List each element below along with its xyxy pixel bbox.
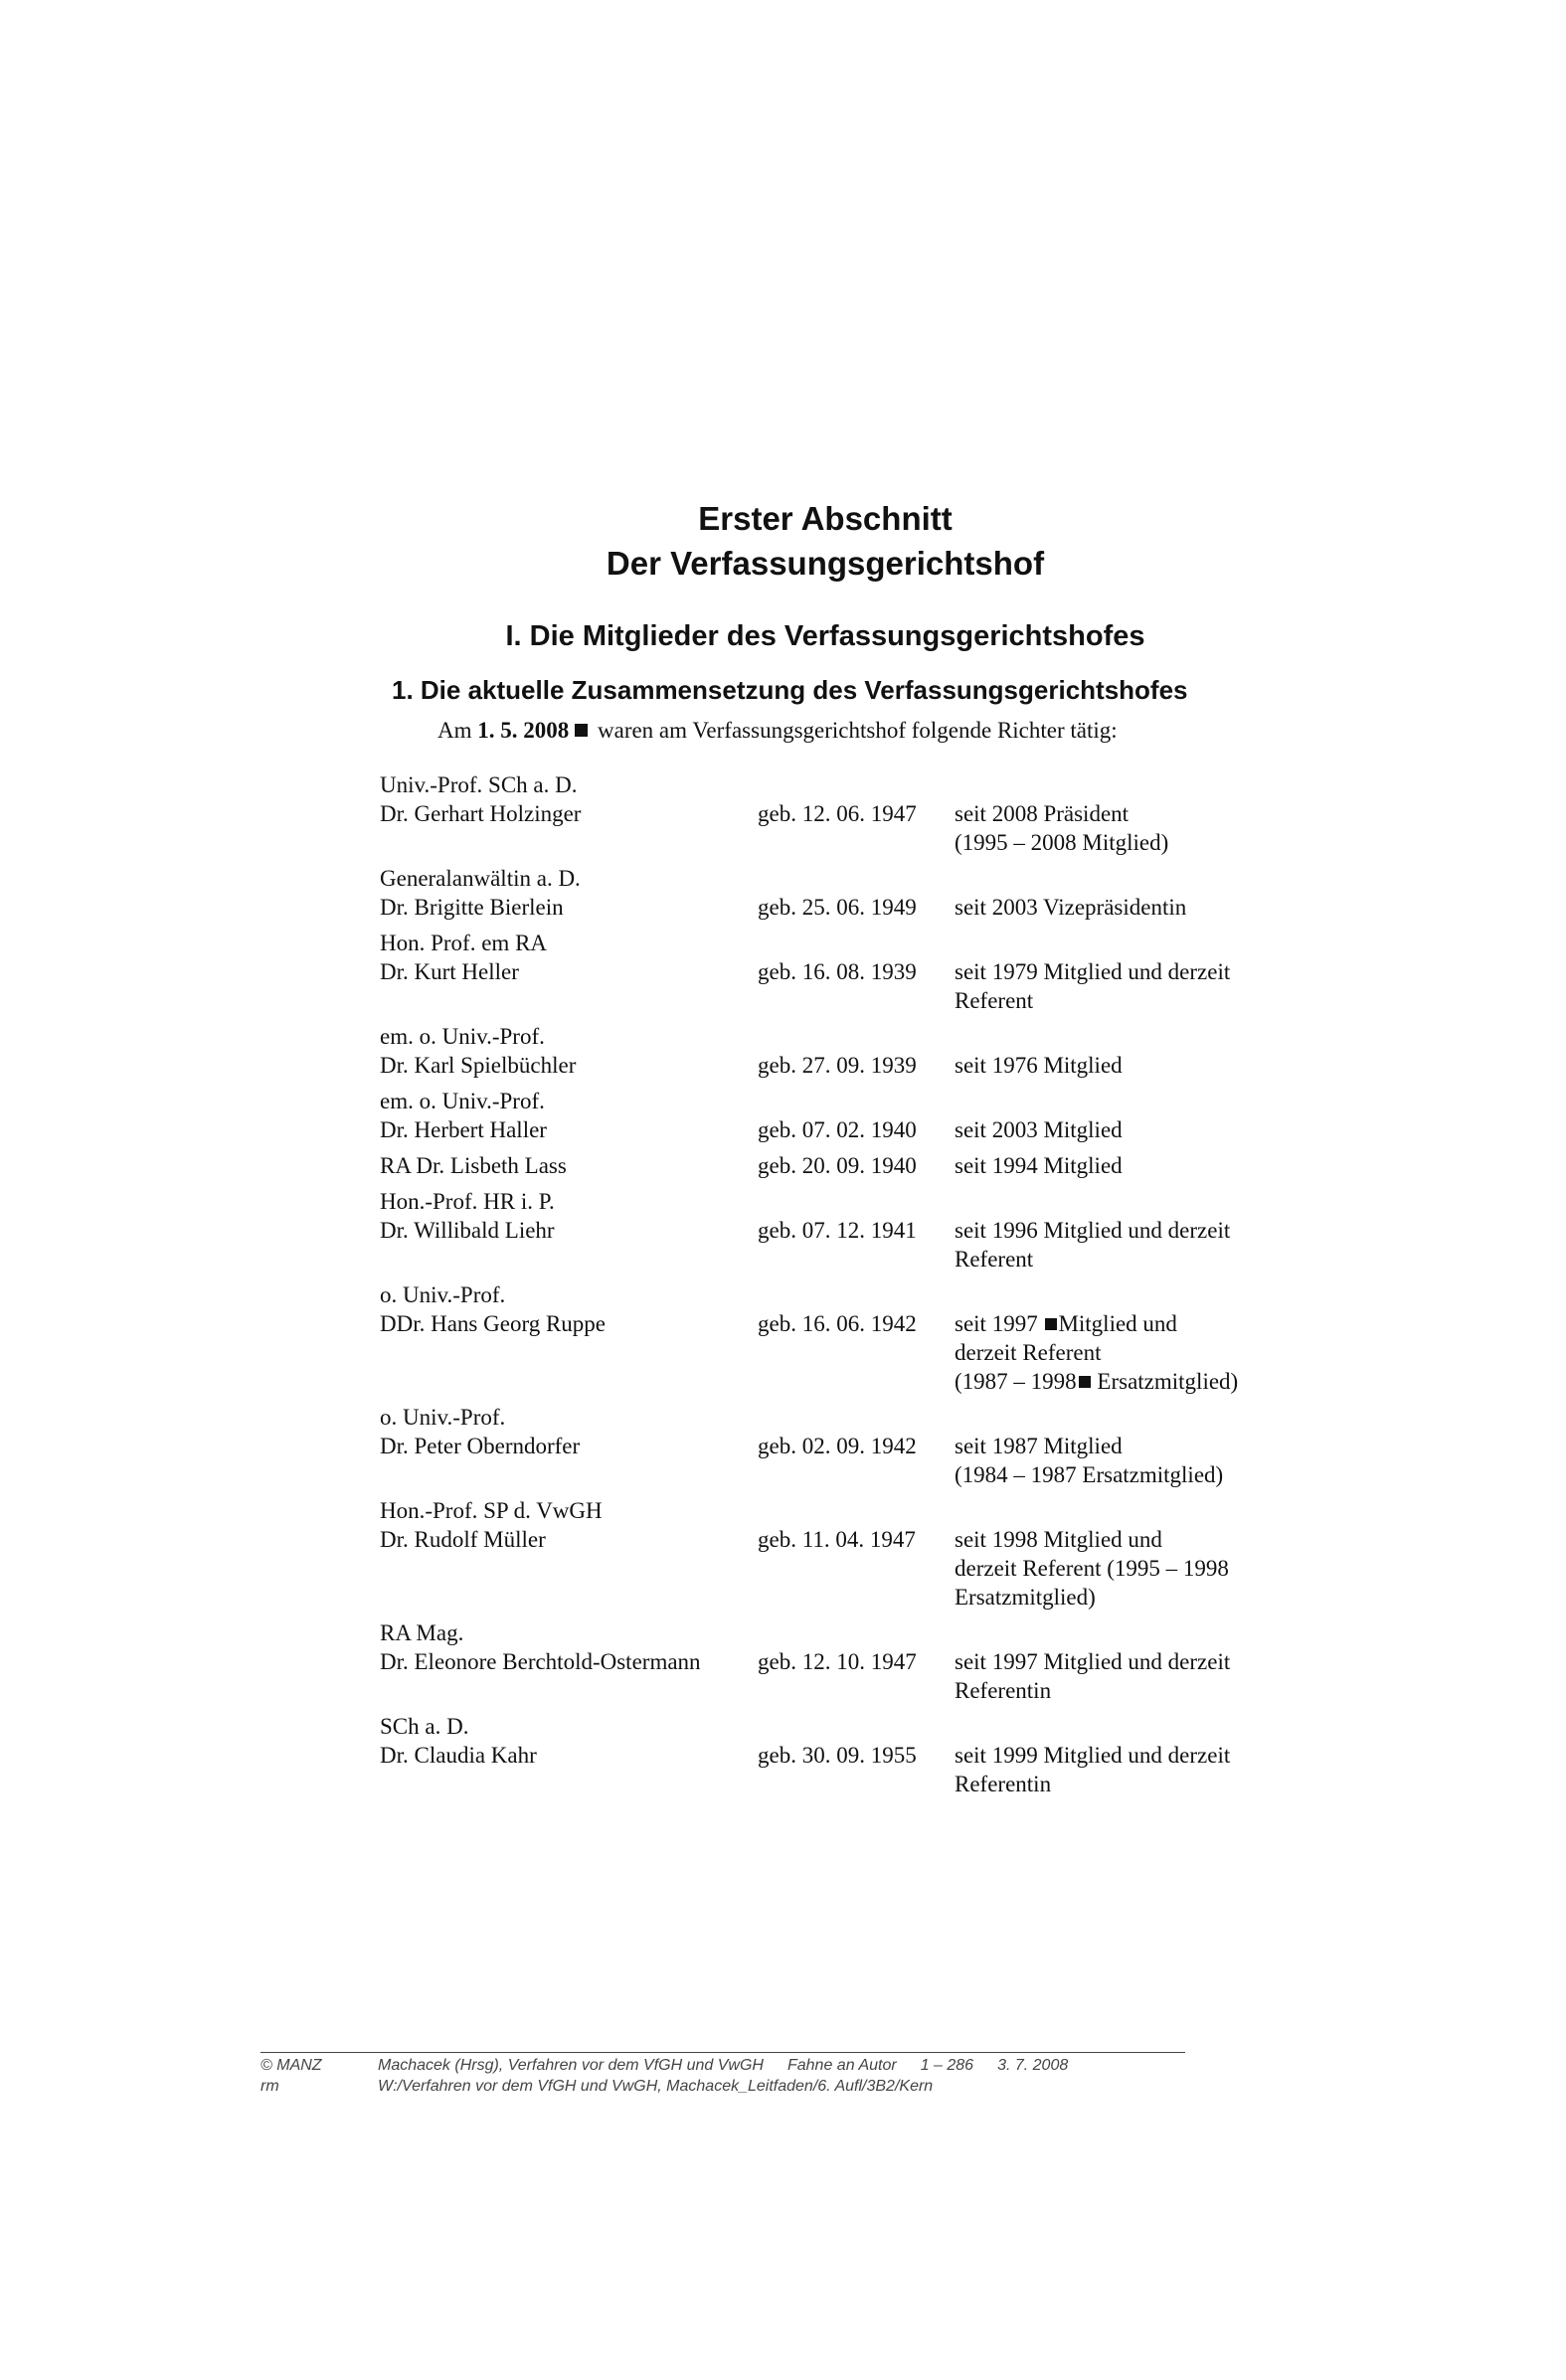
footer-book: Machacek (Hrsg), Verfahren vor dem VfGH und VwGH <box>378 2057 764 2074</box>
role-line: seit 1976 Mitglied <box>955 1053 1123 1078</box>
intro-text: waren am Verfassungsgerichtshof folgende Richter tätig: <box>598 718 1118 743</box>
judge-title: o. Univ.-Prof. <box>380 1405 506 1430</box>
judge-role <box>955 1051 1275 1080</box>
role-line: Referentin <box>955 1678 1052 1703</box>
judge-name: Dr. Herbert Haller <box>380 1117 547 1142</box>
judge-role <box>955 1525 1275 1612</box>
part-heading: Erster Abschnitt <box>698 500 953 537</box>
judge-born: geb. 07. 02. 1940 <box>758 1117 917 1142</box>
footer-date: 3. 7. 2008 <box>997 2057 1069 2074</box>
judge-born: geb. 12. 06. 1947 <box>758 801 917 826</box>
judge-name: RA Dr. Lisbeth Lass <box>380 1153 567 1178</box>
section-title: I. Die Mitglieder des Verfassungsgerichtshofes <box>505 620 1145 652</box>
judge-entry <box>380 1022 1275 1080</box>
judge-title: Hon. Prof. em RA <box>380 931 548 955</box>
judge-born: geb. 07. 12. 1941 <box>758 1218 917 1243</box>
judge-name: Dr. Peter Oberndorfer <box>380 1434 581 1458</box>
judge-born: geb. 25. 06. 1949 <box>758 895 917 920</box>
judge-born: geb. 02. 09. 1942 <box>758 1434 917 1458</box>
role-line: Referentin <box>955 1772 1052 1796</box>
footer-proof-line <box>378 2056 1092 2076</box>
judge-title: o. Univ.-Prof. <box>380 1282 506 1307</box>
judge-role <box>955 893 1275 922</box>
judge-role <box>955 1216 1275 1274</box>
role-line <box>955 1367 1275 1396</box>
role-line: derzeit Referent <box>955 1340 1102 1365</box>
square-marker-icon <box>1079 1376 1091 1388</box>
judge-born: geb. 20. 09. 1940 <box>758 1153 917 1178</box>
role-line: Referent <box>955 988 1034 1013</box>
role-line: Referent <box>955 1247 1034 1272</box>
role-line: (1995 – 2008 Mitglied) <box>955 830 1169 855</box>
role-line: Ersatzmitglied) <box>955 1585 1096 1610</box>
judge-name: Dr. Karl Spielbüchler <box>380 1053 577 1078</box>
role-line: seit 2008 Präsident <box>955 801 1130 826</box>
footer-publisher: © MANZ <box>261 2057 322 2074</box>
judge-title: Hon.-Prof. SP d. VwGH <box>380 1498 603 1523</box>
role-line: seit 1987 Mitglied <box>955 1434 1123 1458</box>
judge-entry <box>380 1712 1275 1798</box>
square-marker-icon <box>1045 1318 1057 1330</box>
role-text: Ersatzmitglied) <box>1097 1369 1239 1394</box>
judge-role <box>955 799 1275 857</box>
judge-title: SCh a. D. <box>380 1714 469 1739</box>
role-line: seit 2003 Vizepräsidentin <box>955 895 1187 920</box>
judge-name: Dr. Claudia Kahr <box>380 1743 537 1768</box>
judge-role <box>955 1647 1275 1705</box>
judge-title: Hon.-Prof. HR i. P. <box>380 1189 555 1214</box>
judge-entry <box>380 1151 1275 1180</box>
role-line: seit 1996 Mitglied und derzeit <box>955 1218 1231 1243</box>
judge-name: Dr. Kurt Heller <box>380 959 519 984</box>
judge-role <box>955 1115 1275 1144</box>
square-marker-icon <box>575 724 588 737</box>
court-heading: Der Verfassungsgerichtshof <box>606 545 1045 582</box>
role-line: (1984 – 1987 Ersatzmitglied) <box>955 1462 1224 1487</box>
role-text: seit 1997 <box>955 1311 1038 1336</box>
judge-entry <box>380 1403 1275 1489</box>
judge-born: geb. 11. 04. 1947 <box>758 1527 916 1552</box>
judge-born: geb. 30. 09. 1955 <box>758 1743 917 1768</box>
role-line <box>955 1309 1275 1338</box>
role-line: seit 1998 Mitglied und <box>955 1527 1162 1552</box>
judge-role <box>955 1741 1275 1798</box>
role-line: seit 1997 Mitglied und derzeit <box>955 1649 1231 1674</box>
role-line: seit 1979 Mitglied und derzeit <box>955 959 1231 984</box>
footer-divider <box>261 2052 1185 2053</box>
judge-entry <box>380 1280 1275 1396</box>
judge-born: geb. 16. 06. 1942 <box>758 1311 917 1336</box>
section-subtitle: 1. Die aktuelle Zusammensetzung des Verfassungsgerichtshofes <box>392 675 1188 705</box>
judge-born: geb. 27. 09. 1939 <box>758 1053 917 1078</box>
judge-name: Dr. Gerhart Holzinger <box>380 801 582 826</box>
judge-role <box>955 957 1275 1015</box>
judge-name: Dr. Rudolf Müller <box>380 1527 546 1552</box>
footer-initials: rm <box>261 2078 279 2095</box>
judge-name: Dr. Eleonore Berchtold-Ostermann <box>380 1649 701 1674</box>
judge-entry <box>380 1618 1275 1705</box>
footer-proof: Fahne an Autor <box>786 2057 897 2074</box>
judge-entry <box>380 864 1275 922</box>
judges-list <box>380 770 1275 1805</box>
judge-role <box>955 1309 1275 1396</box>
judge-entry <box>380 770 1275 857</box>
judge-name: DDr. Hans Georg Ruppe <box>380 1311 606 1336</box>
judge-title: Generalanwältin a. D. <box>380 866 581 891</box>
footer-path: W:/Verfahren vor dem VfGH und VwGH, Machacek_Leitfaden/6. Aufl/3B2/Kern <box>378 2078 934 2095</box>
role-text: (1987 – 1998 <box>955 1369 1077 1394</box>
judge-born: geb. 16. 08. 1939 <box>758 959 917 984</box>
judge-entry <box>380 1087 1275 1144</box>
judge-title: em. o. Univ.-Prof. <box>380 1024 545 1049</box>
judge-title: Univ.-Prof. SCh a. D. <box>380 772 578 797</box>
judge-role <box>955 1432 1275 1489</box>
intro-sentence <box>437 716 1118 746</box>
judge-entry <box>380 1187 1275 1274</box>
intro-date: 1. 5. 2008 <box>477 718 570 743</box>
judge-entry <box>380 1496 1275 1612</box>
judge-name: Dr. Willibald Liehr <box>380 1218 555 1243</box>
role-line: seit 2003 Mitglied <box>955 1117 1123 1142</box>
role-text: Mitglied und <box>1058 1311 1177 1336</box>
judge-title: em. o. Univ.-Prof. <box>380 1089 545 1113</box>
judge-role <box>955 1151 1275 1180</box>
judge-name: Dr. Brigitte Bierlein <box>380 895 564 920</box>
judge-entry <box>380 929 1275 1015</box>
role-line: derzeit Referent (1995 – 1998 <box>955 1556 1229 1581</box>
role-line: seit 1994 Mitglied <box>955 1153 1123 1178</box>
intro-prefix: Am <box>437 718 472 743</box>
role-line: seit 1999 Mitglied und derzeit <box>955 1743 1231 1768</box>
footer-pages: 1 – 286 <box>920 2057 974 2074</box>
judge-title: RA Mag. <box>380 1620 464 1645</box>
judge-born: geb. 12. 10. 1947 <box>758 1649 917 1674</box>
